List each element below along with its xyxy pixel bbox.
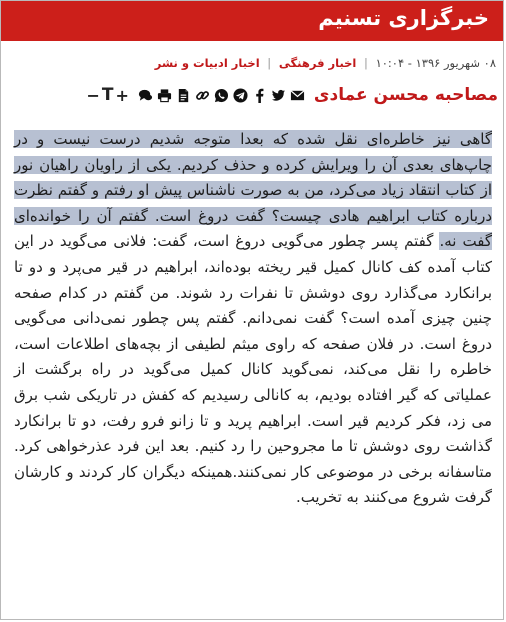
font-decrease-button[interactable]: −: [86, 85, 100, 105]
article-toolbar: [10, 82, 498, 108]
article-body: [14, 127, 492, 511]
font-increase-button[interactable]: +: [115, 85, 129, 105]
print-icon[interactable]: [157, 87, 173, 103]
email-icon[interactable]: [290, 87, 306, 103]
subcategory-link[interactable]: اخبار ادبیات و نشر: [154, 56, 260, 70]
article-paragraph: [14, 127, 492, 511]
share-icons: [135, 87, 306, 103]
comment-icon[interactable]: [138, 87, 154, 103]
site-logo[interactable]: خبرگزاری تسنیم: [318, 6, 489, 30]
article-text: گفتم پسر چطور می‌گویی دروغ است، گفت: فلانی می‌گوید در این کتاب آمده کف کانال کمیل قیر ریخته بوده‌اند، ابراهیم در قیر می‌پرد و دو تا برانکارد می‌گذارد روی دوشش تا نفرات رد شوند. من گفتم در کدام صفحه چنین چیزی آمده است؟ گفت نمی‌دانم. گفتم پس چطور نمی‌دانی می‌گویی دروغ است. در فلان صفحه که راوی میثم لطیفی از بچه‌های اطلاعات است، خاطره را نقل می‌کند، نمی‌گوید کانال کمیل می‌گوید در راه برگشت از عملیاتی که گیر افتاده بودیم، به کانالی رسیدیم که کفش در تاریکی شب برق می زد، فکر کردیم قیر است. ابراهیم پرید و تا زانو فرو رفت، دو تا برانکارد گذاشت روی دوشش تا ما مجروحین را رد کنیم. بعد این فرد عذرخواهی کرد. متاسفانه برخی در موضوعی کار نمی‌کنند.همینکه دیگران کار کردند و کارشان گرفت شروع می‌کنند به تخریب.: [14, 232, 492, 507]
article-meta: [6, 56, 496, 70]
twitter-icon[interactable]: [271, 87, 287, 103]
meta-separator: |: [267, 56, 272, 70]
font-size-controls: [87, 85, 129, 105]
whatsapp-icon[interactable]: [214, 87, 230, 103]
link-icon[interactable]: [195, 87, 211, 103]
category-link[interactable]: اخبار فرهنگی: [278, 56, 357, 70]
publish-date: ۰۸ شهریور ۱۳۹۶ - ۱۰:۰۴: [375, 56, 496, 70]
document-icon[interactable]: [176, 87, 192, 103]
site-header: [1, 1, 503, 41]
facebook-icon[interactable]: [252, 87, 268, 103]
selected-text: گاهی نیز خاطره‌ای نقل شده که بعدا متوجه شدیم درست نیست و در چاپ‌های بعدی آن را ویرایش کرده و حذف کردیم. یکی از راویان راهیان نور از کتاب انتقاد زیاد می‌کرد، من به صورت ناشناس پیش او رفتم و گفتم نظرت درباره کتاب ابراهیم هادی چیست؟ گفت دروغ است. گفتم آن را خوانده‌ای گفت نه.: [14, 130, 492, 251]
font-size-icon: T: [101, 85, 114, 105]
article-title: مصاحبه محسن عمادی: [313, 85, 498, 105]
telegram-icon[interactable]: [233, 87, 249, 103]
meta-separator: |: [364, 56, 368, 70]
